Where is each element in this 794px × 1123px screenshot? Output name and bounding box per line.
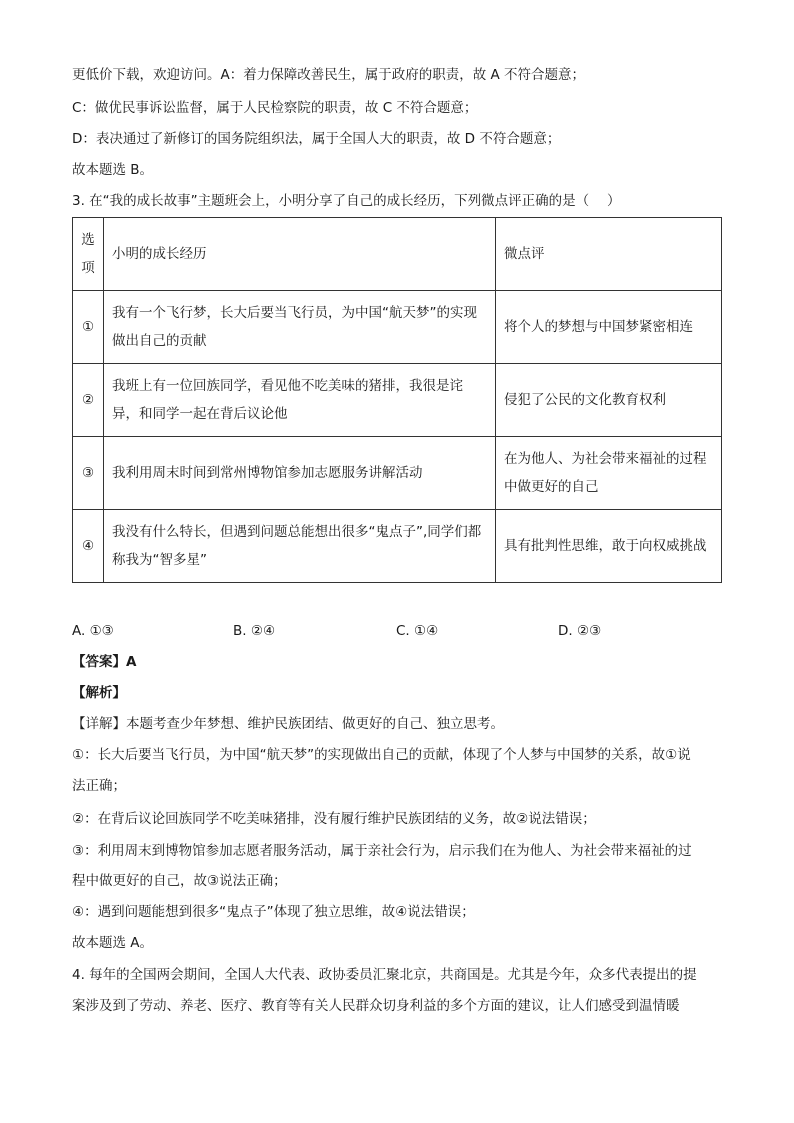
row-story: 我利用周末时间到常州博物馆参加志愿服务讲解活动 bbox=[104, 437, 496, 510]
option-a: A. ①③ bbox=[72, 623, 114, 639]
row-number: ③ bbox=[73, 437, 104, 510]
option-d: D. ②③ bbox=[558, 623, 602, 639]
answer-label: 【答案】A bbox=[72, 654, 137, 670]
row-comment: 具有批判性思维，敢于向权威挑战 bbox=[496, 510, 722, 583]
analysis-line-3: 法正确； bbox=[72, 778, 126, 794]
header-option: 选项 bbox=[73, 218, 104, 291]
intro-line-2: C：做优民事诉讼监督，属于人民检察院的职责，故 C 不符合题意； bbox=[72, 100, 478, 116]
table-row bbox=[73, 437, 722, 510]
table-header-row bbox=[73, 218, 722, 291]
row-story: 我班上有一位回族同学，看见他不吃美味的猪排，我很是诧异，和同学一起在背后议论他 bbox=[104, 364, 496, 437]
table-row bbox=[73, 291, 722, 364]
row-comment: 侵犯了公民的文化教育权利 bbox=[496, 364, 722, 437]
header-story: 小明的成长经历 bbox=[104, 218, 496, 291]
row-comment: 将个人的梦想与中国梦紧密相连 bbox=[496, 291, 722, 364]
intro-line-3: D：表决通过了新修订的国务院组织法，属于全国人大的职责，故 D 不符合题意； bbox=[72, 131, 561, 147]
option-c: C. ①④ bbox=[396, 623, 439, 639]
table-row bbox=[73, 364, 722, 437]
row-story: 我有一个飞行梦，长大后要当飞行员，为中国“航天梦”的实现做出自己的贡献 bbox=[104, 291, 496, 364]
analysis-line-6: 程中做更好的自己，故③说法正确； bbox=[72, 873, 287, 889]
intro-line-1: 更低价下载，欢迎访问。A：着力保障改善民生，属于政府的职责，故 A 不符合题意； bbox=[72, 67, 586, 83]
question4-line-1: 4. 每年的全国两会期间，全国人大代表、政协委员汇聚北京，共商国是。尤其是今年，众多代表提出的提 bbox=[72, 967, 697, 983]
analysis-line-5: ③：利用周末到博物馆参加志愿者服务活动，属于亲社会行为，启示我们在为他人、为社会带来福祉的过 bbox=[72, 843, 692, 859]
question3-stem: 3. 在“我的成长故事”主题班会上，小明分享了自己的成长经历，下列微点评正确的是（ ） bbox=[72, 193, 621, 209]
analysis-line-4: ②：在背后议论回族同学不吃美味猪排，没有履行维护民族团结的义务，故②说法错误； bbox=[72, 811, 596, 827]
analysis-line-1: 【详解】本题考查少年梦想、维护民族团结、做更好的自己、独立思考。 bbox=[72, 716, 504, 732]
analysis-line-7: ④：遇到问题能想到很多“鬼点子”体现了独立思维，故④说法错误； bbox=[72, 904, 475, 920]
question3-table bbox=[72, 217, 722, 583]
row-number: ② bbox=[73, 364, 104, 437]
row-comment: 在为他人、为社会带来福祉的过程中做更好的自己 bbox=[496, 437, 722, 510]
analysis-line-2: ①：长大后要当飞行员，为中国“航天梦”的实现做出自己的贡献，体现了个人梦与中国梦的关系，故①说 bbox=[72, 747, 691, 763]
row-story: 我没有什么特长，但遇到问题总能想出很多“鬼点子”,同学们都称我为“智多星” bbox=[104, 510, 496, 583]
intro-line-4: 故本题选 B。 bbox=[72, 162, 154, 178]
row-number: ① bbox=[73, 291, 104, 364]
analysis-label: 【解析】 bbox=[72, 685, 126, 701]
header-comment: 微点评 bbox=[496, 218, 722, 291]
row-number: ④ bbox=[73, 510, 104, 583]
question4-line-2: 案涉及到了劳动、养老、医疗、教育等有关人民群众切身利益的多个方面的建议，让人们感受到温情暖 bbox=[72, 998, 680, 1014]
option-b: B. ②④ bbox=[233, 623, 276, 639]
analysis-line-8: 故本题选 A。 bbox=[72, 935, 154, 951]
table-row bbox=[73, 510, 722, 583]
